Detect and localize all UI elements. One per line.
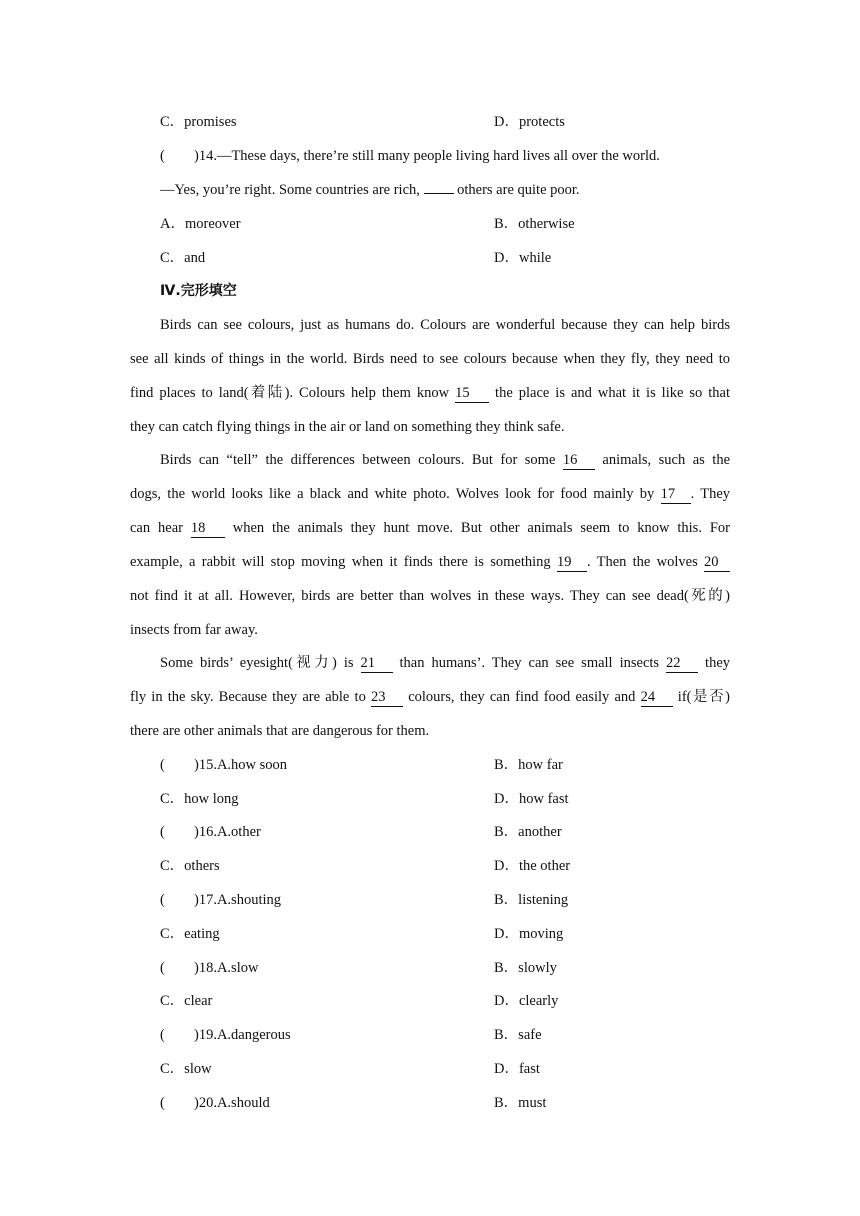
passage-p3-line3: there are other animals that are dangerous for them. [130, 723, 430, 739]
blank-24: 24 [641, 689, 673, 707]
option-text: )15.A.how soon [194, 757, 288, 773]
q16-option-d: D．the other [494, 858, 571, 874]
passage-text: Some birds’ eyesight(视力) is [160, 655, 354, 671]
q15-option-a [160, 755, 287, 775]
blank-21: 21 [361, 655, 393, 673]
q20-option-a [160, 1093, 270, 1113]
passage-text: when the animals they hunt move. But other animals seem to know this. For [232, 520, 730, 536]
q17-option-d: D．moving [494, 926, 564, 942]
q19-option-b: B．safe [494, 1027, 542, 1043]
passage-p2-line3 [130, 518, 730, 538]
answer-paren: ( [160, 757, 165, 773]
blank-18: 18 [191, 520, 225, 538]
passage-text: can hear [130, 520, 183, 536]
q14-reply-part-b: others are quite poor. [457, 182, 580, 198]
answer-paren: ( [160, 824, 165, 840]
q18-option-c: C．clear [160, 993, 213, 1009]
q19-option-d: D．fast [494, 1061, 540, 1077]
passage-p2-line4 [130, 552, 730, 572]
q16-option-b: B．another [494, 824, 562, 840]
passage-text: colours, they can find food easily and [408, 689, 636, 705]
q14-stem [160, 146, 660, 166]
passage-p2-line6: insects from far away. [130, 622, 258, 638]
passage-text: they [705, 655, 731, 671]
q14-reply [160, 180, 580, 200]
option-text: )17.A.shouting [194, 892, 281, 908]
passage-text: dogs, the world looks like a black and white photo. Wolves look for food mainly by [130, 486, 655, 502]
q17-option-a [160, 890, 281, 910]
passage-p1-line1: Birds can see colours, just as humans do. Colours are wonderful because they can help birds [160, 317, 730, 333]
q15-option-b: B．how far [494, 757, 563, 773]
passage-p2-line1 [160, 450, 730, 470]
passage-text: if(是否) [677, 689, 730, 705]
passage-p1-line3 [130, 383, 730, 403]
q16-option-a [160, 822, 261, 842]
option-text: )18.A.slow [194, 960, 259, 976]
passage-p2-line5: not find it at all. However, birds are better than wolves in these ways. They can see dead(死的) [130, 588, 730, 604]
blank-20: 20 [704, 554, 730, 572]
q18-option-b: B．slowly [494, 960, 557, 976]
q13-option-d: D．protects [494, 114, 565, 130]
q14-option-b: B．otherwise [494, 216, 575, 232]
passage-p3-line2 [130, 687, 730, 707]
q20-option-b: B．must [494, 1095, 547, 1111]
answer-paren: ( [160, 892, 165, 908]
blank-23: 23 [371, 689, 403, 707]
passage-p2-line2 [130, 484, 730, 504]
q17-option-c: C．eating [160, 926, 220, 942]
option-text: )20.A.should [194, 1095, 270, 1111]
passage-text: find places to land(着陆). Colours help them know [130, 385, 450, 401]
blank-17: 17 [661, 486, 691, 504]
passage-text: than humans’. They can see small insects [399, 655, 660, 671]
passage-p3-line1 [160, 653, 730, 673]
section-heading: Ⅳ.完形填空 [160, 283, 237, 299]
answer-paren: ( [160, 1027, 165, 1043]
q14-stem-text: )14.—These days, there’re still many people living hard lives all over the world. [194, 148, 660, 164]
blank-15: 15 [455, 385, 489, 403]
q16-option-c: C．others [160, 858, 220, 874]
q19-option-c: C．slow [160, 1061, 212, 1077]
passage-text: Birds can “tell” the differences between colours. But for some [160, 452, 556, 468]
q15-option-d: D．how fast [494, 791, 569, 807]
q19-option-a [160, 1025, 291, 1045]
passage-p1-line2: see all kinds of things in the world. Birds need to see colours because when they fly, they need to [130, 351, 730, 367]
passage-text: fly in the sky. Because they are able to [130, 689, 366, 705]
passage-text: example, a rabbit will stop moving when it finds there is something [130, 554, 551, 570]
q14-option-a: A．moreover [160, 216, 241, 232]
q13-option-c: C．promises [160, 114, 237, 130]
passage-text: animals, such as the [602, 452, 731, 468]
passage-text: the place is and what it is like so that [495, 385, 731, 401]
q18-option-a [160, 958, 258, 978]
blank-22: 22 [666, 655, 698, 673]
q14-blank [424, 193, 454, 194]
q14-option-c: C．and [160, 250, 206, 266]
blank-19: 19 [557, 554, 587, 572]
option-text: )16.A.other [194, 824, 261, 840]
option-text: )19.A.dangerous [194, 1027, 291, 1043]
passage-text: . They [690, 486, 731, 502]
answer-paren: ( [160, 960, 165, 976]
q18-option-d: D．clearly [494, 993, 559, 1009]
blank-16: 16 [563, 452, 595, 470]
q14-option-d: D．while [494, 250, 552, 266]
q14-reply-part-a: —Yes, you’re right. Some countries are rich, [160, 182, 420, 198]
passage-text: . Then the wolves [586, 554, 698, 570]
q17-option-b: B．listening [494, 892, 569, 908]
q15-option-c: C．how long [160, 791, 239, 807]
answer-paren: ( [160, 148, 165, 164]
answer-paren: ( [160, 1095, 165, 1111]
passage-p1-line4: they can catch flying things in the air or land on something they think safe. [130, 419, 565, 435]
